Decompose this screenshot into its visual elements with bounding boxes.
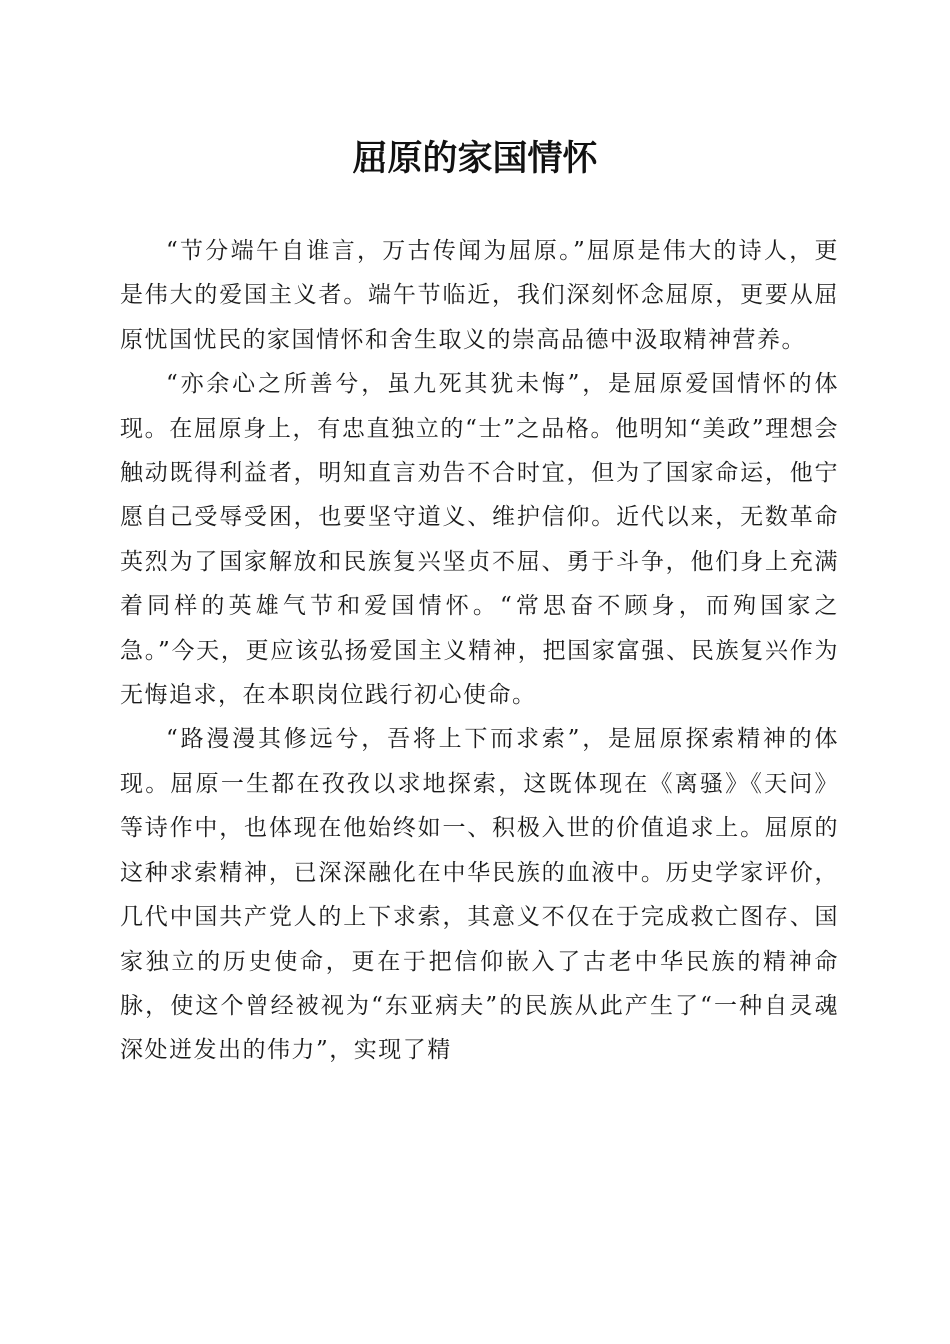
document-title: 屈原的家国情怀	[352, 138, 598, 179]
paragraph-2: “亦余心之所善兮，虽九死其犹未悔”，是屈原爱国情怀的体现。在屈原身上，有忠直独立的“士”之品格。他明知“美政”理想会触动既得利益者，明知直言劝告不合时宜，但为了国家命运，他宁愿自己受辱受困，也要坚守道义、维护信仰。近代以来，无数革命英烈为了国家解放和民族复兴坚贞不屈、勇于斗争，他们身上充满着同样的英雄气节和爱国情怀。“常思奋不顾身，而殉国家之急。”今天，更应该弘扬爱国主义精神，把国家富强、民族复兴作为无悔追求，在本职岗位践行初心使命。	[120, 371, 839, 709]
paragraph-3: “路漫漫其修远兮，吾将上下而求索”，是屈原探索精神的体现。屈原一生都在孜孜以求地探索，这既体现在《离骚》《天问》等诗作中，也体现在他始终如一、积极入世的价值追求上。屈原的这种求索精神，已深深融化在中华民族的血液中。历史学家评价，几代中国共产党人的上下求索，其意义不仅在于完成救亡图存、国家独立的历史使命，更在于把信仰嵌入了古老中华民族的精神命脉，使这个曾经被视为“东亚病夫”的民族从此产生了“一种自灵魂深处迸发出的伟力”，实现了精	[120, 726, 839, 1064]
paragraph-1: “节分端午自谁言，万古传闻为屈原。”屈原是伟大的诗人，更是伟大的爱国主义者。端午节临近，我们深刻怀念屈原，更要从屈原忧国忧民的家国情怀和舍生取义的崇高品德中汲取精神营养。	[120, 238, 839, 353]
document-body	[120, 229, 839, 1073]
